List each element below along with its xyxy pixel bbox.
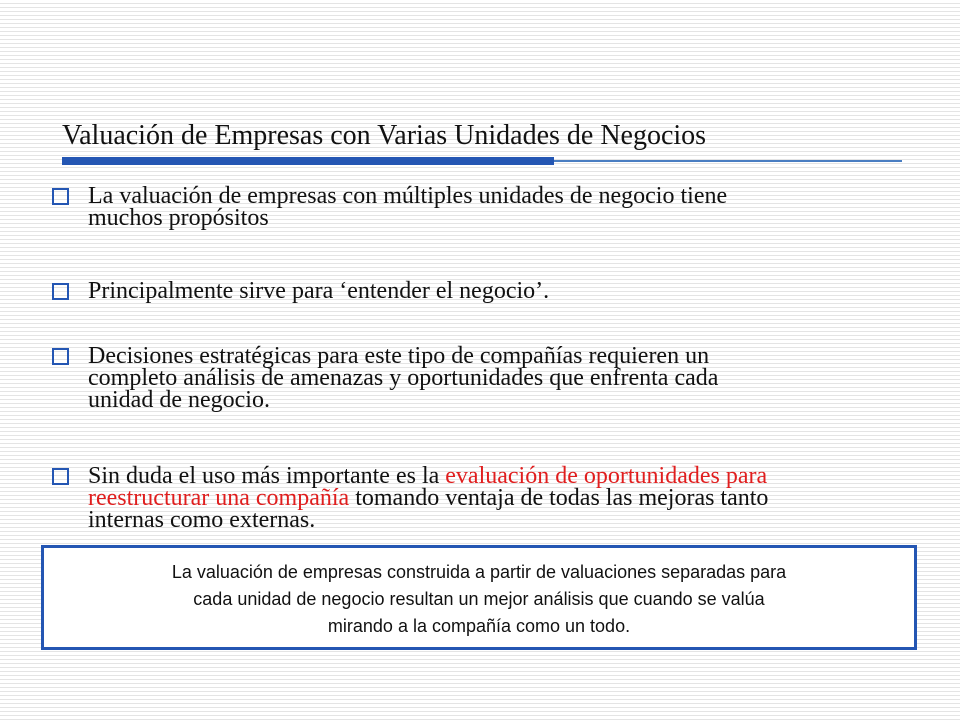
title-underline-accent [62, 157, 554, 165]
bullet-text: Decisiones estratégicas para este tipo de compañías requieren un completo análisis de amenazas y oportunidades que enfrenta cada unidad de negocio. [88, 343, 719, 413]
callout-line: La valuación de empresas construida a partir de valuaciones separadas para [171, 562, 787, 582]
bullet-item [52, 345, 902, 411]
callout-line: mirando a la compañía como un todo. [327, 616, 631, 636]
highlighted-text: reestructurar una compañía [88, 485, 350, 511]
bullet-item [52, 280, 902, 302]
bullet-text: Sin duda el uso más importante es la evaluación de oportunidades para reestructurar una compañía tomando ventaja de todas las mejoras tanto internas como externas. [88, 463, 769, 533]
callout-line: cada unidad de negocio resultan un mejor análisis que cuando se valúa [193, 589, 765, 609]
square-bullet-icon [52, 348, 69, 365]
square-bullet-icon [52, 283, 69, 300]
bullet-item [52, 185, 902, 229]
square-bullet-icon [52, 188, 69, 205]
bullet-text: Principalmente sirve para ‘entender el negocio’. [88, 278, 550, 304]
slide-title: Valuación de Empresas con Varias Unidades de Negocios [62, 120, 707, 151]
bullet-text: La valuación de empresas con múltiples unidades de negocio tiene muchos propósitos [88, 183, 728, 231]
bullet-item [52, 465, 902, 531]
square-bullet-icon [52, 468, 69, 485]
highlighted-text: evaluación de oportunidades para [445, 463, 768, 489]
callout-box [41, 545, 917, 650]
